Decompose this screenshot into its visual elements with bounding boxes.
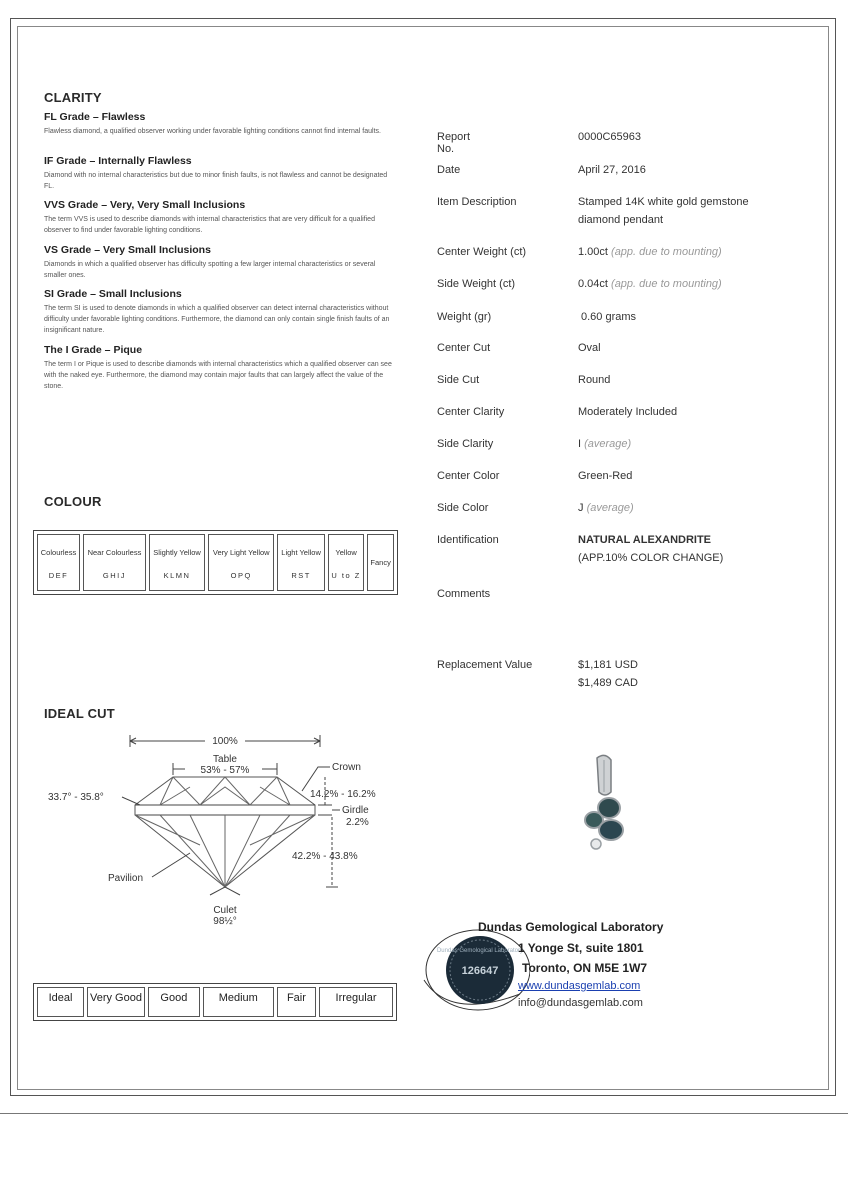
- grade-title: SI Grade – Small Inclusions: [44, 288, 182, 300]
- grade-vs: [44, 244, 399, 288]
- center-cut-value: Oval: [578, 342, 601, 354]
- clarity-title: CLARITY: [44, 90, 102, 105]
- item-description-value: Stamped 14K white gold gemstone diamond pendant: [578, 196, 749, 226]
- lab-website-link[interactable]: www.dundasgemlab.com: [518, 980, 641, 992]
- cut-grade-cell: Medium: [203, 987, 274, 1017]
- pavilion-label: Pavilion: [108, 873, 144, 884]
- grade-title: VVS Grade – Very, Very Small Inclusions: [44, 199, 246, 211]
- center-clarity-label: Center Clarity: [437, 406, 505, 418]
- grade-i: [44, 344, 399, 392]
- colour-cell: Colourless DEF: [37, 534, 80, 591]
- grade-title: FL Grade – Flawless: [44, 111, 146, 123]
- crown-angle-label: 33.7° - 35.8°: [48, 792, 104, 803]
- side-color-value: J (average): [578, 502, 634, 514]
- weight-value: 0.60 grams: [581, 311, 637, 323]
- grade-if: [44, 155, 399, 199]
- side-color-label: Side Color: [437, 502, 489, 514]
- lab-email: info@dundasgemlab.com: [518, 997, 643, 1009]
- crown-height-label: 14.2% - 16.2%: [310, 789, 376, 800]
- lab-name: Dundas Gemological Laboratory: [478, 920, 664, 934]
- cut-grade-cell: Irregular: [319, 987, 393, 1017]
- comments-label: Comments: [437, 588, 491, 600]
- cut-grade-table: [33, 983, 397, 1021]
- bottom-rule: [0, 1113, 848, 1114]
- cut-grade-cell: Very Good: [87, 987, 145, 1017]
- cut-grade-cell: Ideal: [37, 987, 84, 1017]
- table-label: Table: [213, 754, 237, 765]
- center-clarity-value: Moderately Included: [578, 406, 678, 418]
- grade-fl: [44, 111, 399, 155]
- grade-title: The I Grade – Pique: [44, 344, 143, 356]
- crown-label: Crown: [332, 762, 361, 773]
- grade-description: Diamond with no internal characteristics but due to minor finish faults, is not flawless and cannot be designated FL.: [44, 172, 388, 190]
- grade-description: The term I or Pique is used to describe diamonds with internal characteristics which a qualified observer can see with the naked eye. Furthermore, the diamond may contain major faults that can largely affect the value of the stone.: [44, 361, 392, 390]
- side-cut-value: Round: [578, 374, 611, 386]
- weight-label: Weight (gr): [437, 311, 492, 323]
- side-clarity-value: I (average): [578, 438, 632, 450]
- grade-description: Flawless diamond, a qualified observer working under favorable lighting conditions cannot find internal faults.: [44, 128, 381, 135]
- cut-grade-cell: Good: [148, 987, 200, 1017]
- clarity-grades: [44, 111, 399, 392]
- side-weight-label: Side Weight (ct): [437, 278, 516, 290]
- item-description-label: Item Description: [437, 196, 517, 208]
- side-weight-value: 0.04ct (app. due to mounting): [578, 278, 722, 290]
- colour-scale-table: [33, 530, 398, 595]
- grade-title: VS Grade – Very Small Inclusions: [44, 244, 211, 256]
- cut-grade-cell: Fair: [277, 987, 316, 1017]
- center-weight-label: Center Weight (ct): [437, 246, 527, 258]
- colour-cell: Light Yellow RST: [277, 534, 325, 591]
- lab-address-line2: Toronto, ON M5E 1W7: [522, 961, 648, 975]
- lab-address-line1: 1 Yonge St, suite 1801: [518, 941, 644, 955]
- center-color-value: Green-Red: [578, 470, 633, 482]
- girdle-value-label: 2.2%: [346, 817, 369, 828]
- colour-title: COLOUR: [44, 494, 102, 509]
- culet-label: Culet: [213, 905, 237, 916]
- girdle-label: Girdle: [342, 805, 369, 816]
- center-color-label: Center Color: [437, 470, 500, 482]
- table-range-label: 53% - 57%: [200, 765, 250, 776]
- identification-value: NATURAL ALEXANDRITE (APP.10% COLOR CHANGE): [578, 534, 724, 564]
- pavilion-depth-label: 42.2% - 43.8%: [292, 851, 358, 862]
- grade-si: [44, 288, 399, 344]
- lab-seal: [420, 920, 530, 1020]
- side-clarity-label: Side Clarity: [437, 438, 494, 450]
- center-cut-label: Center Cut: [437, 342, 491, 354]
- width-label: 100%: [212, 736, 238, 747]
- replacement-value-label: Replacement Value: [437, 659, 533, 671]
- seal-number: 126647: [461, 965, 499, 977]
- side-cut-label: Side Cut: [437, 374, 480, 386]
- colour-cell: Fancy: [367, 534, 394, 591]
- colour-cell: Slightly Yellow KLMN: [149, 534, 205, 591]
- colour-cell: Yellow U to Z: [328, 534, 364, 591]
- colour-cell: Near Colourless GHIJ: [83, 534, 146, 591]
- ideal-cut-diagram: [40, 725, 410, 935]
- ideal-cut-title: IDEAL CUT: [44, 706, 115, 721]
- grade-title: IF Grade – Internally Flawless: [44, 155, 192, 167]
- center-weight-value: 1.00ct (app. due to mounting): [578, 246, 722, 258]
- date-value: April 27, 2016: [578, 164, 646, 176]
- grade-vvs: [44, 199, 399, 244]
- replacement-value: $1,181 USD $1,489 CAD: [578, 659, 638, 689]
- colour-cell: Very Light Yellow OPQ: [208, 534, 274, 591]
- date-label: Date: [437, 164, 461, 176]
- culet-value-label: 98½°: [213, 916, 237, 927]
- grade-description: Diamonds in which a qualified observer has difficulty spotting a few larger internal characteristics or several smaller ones.: [44, 261, 376, 279]
- report-no-value: 0000C65963: [578, 131, 642, 143]
- grade-description: The term SI is used to denote diamonds in which a qualified observer can detect internal characteristics without difficulty under favorable lighting conditions. Furthermore, the diamond can only contain single finish faults of an insignificant nature.: [44, 305, 390, 334]
- report-no-label: Report No.: [437, 131, 471, 155]
- grade-description: The term VVS is used to describe diamonds with internal characteristics that are very difficult for a qualified observer to find under favorable lighting conditions.: [44, 216, 375, 234]
- pendant-image: [575, 752, 635, 862]
- identification-label: Identification: [437, 534, 499, 546]
- seal-text: Dundas Gemological Laboratory: [436, 948, 524, 954]
